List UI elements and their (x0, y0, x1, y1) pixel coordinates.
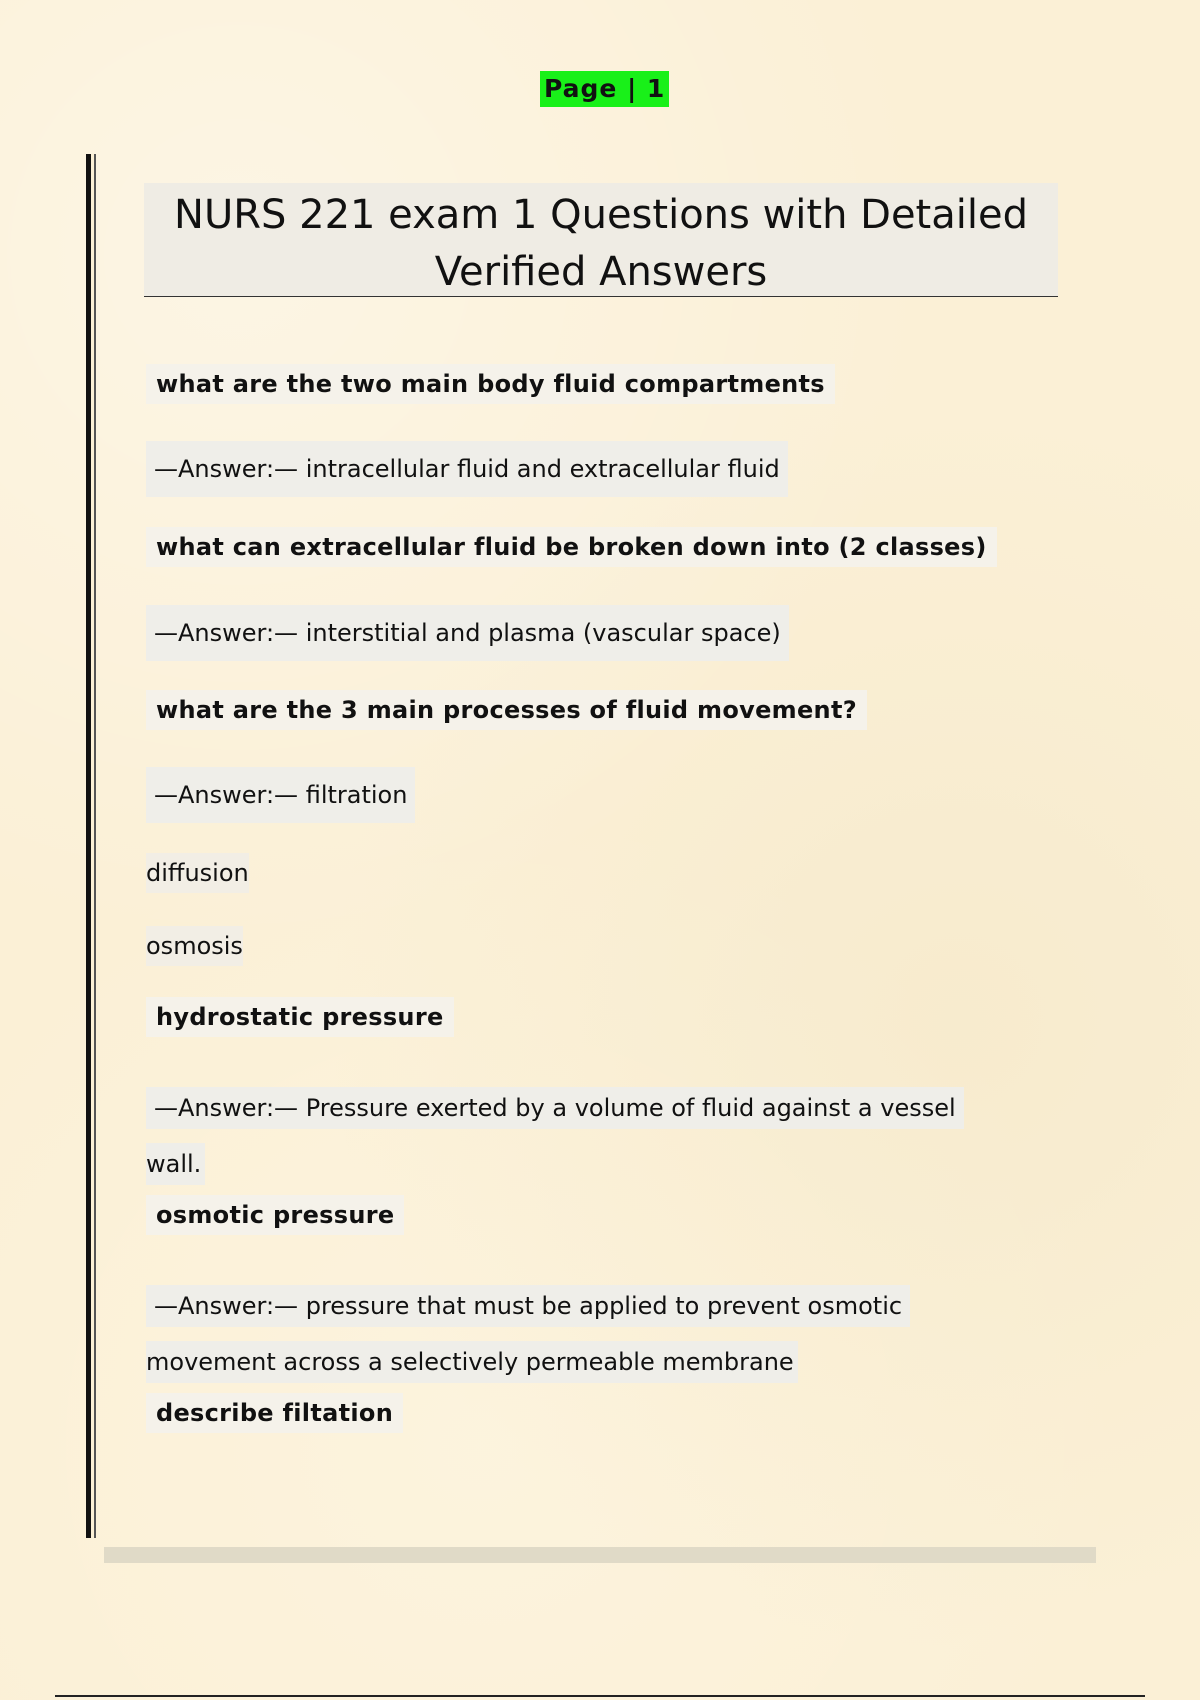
footer-bar (104, 1547, 1096, 1563)
answer-4-line-1 (146, 1087, 964, 1129)
question-4: hydrostatic pressure (146, 997, 454, 1037)
answer-prefix: —Answer:— (154, 781, 299, 809)
left-border-rule (86, 154, 91, 1538)
answer-1-text: intracellular fluid and extracellular fluid (305, 455, 780, 483)
question-6: describe filtation (146, 1393, 403, 1433)
document-title: NURS 221 exam 1 Questions with Detailed Verified Answers (174, 192, 1028, 295)
answer-5-text-1: pressure that must be applied to prevent osmotic (305, 1292, 903, 1320)
question-3: what are the 3 main processes of fluid movement? (146, 690, 867, 730)
answer-5 (146, 1278, 910, 1390)
answer-1 (146, 441, 788, 497)
page-number-label: Page | 1 (540, 71, 669, 107)
answer-2 (146, 605, 789, 661)
answer-prefix: —Answer:— (154, 619, 299, 647)
footer-rule (55, 1695, 1145, 1697)
answer-5-text-2: movement across a selectively permeable membrane (146, 1341, 798, 1383)
answer-prefix: —Answer:— (154, 455, 299, 483)
answer-4-text-2: wall. (146, 1143, 205, 1185)
answer-3-line-osmosis: osmosis (146, 926, 243, 966)
answer-3-line-diffusion: diffusion (146, 853, 249, 893)
answer-prefix: —Answer:— (154, 1292, 299, 1320)
answer-5-line-1 (146, 1285, 910, 1327)
answer-4-text-1: Pressure exerted by a volume of fluid against a vessel (305, 1094, 956, 1122)
question-2: what can extracellular fluid be broken down into (2 classes) (146, 527, 997, 567)
answer-3-text: filtration (305, 781, 408, 809)
answer-2-text: interstitial and plasma (vascular space) (305, 619, 781, 647)
title-box (144, 183, 1058, 297)
answer-prefix: —Answer:— (154, 1094, 299, 1122)
answer-3 (146, 767, 415, 823)
answer-4 (146, 1080, 964, 1192)
question-1: what are the two main body fluid compartments (146, 364, 835, 404)
question-5: osmotic pressure (146, 1195, 404, 1235)
